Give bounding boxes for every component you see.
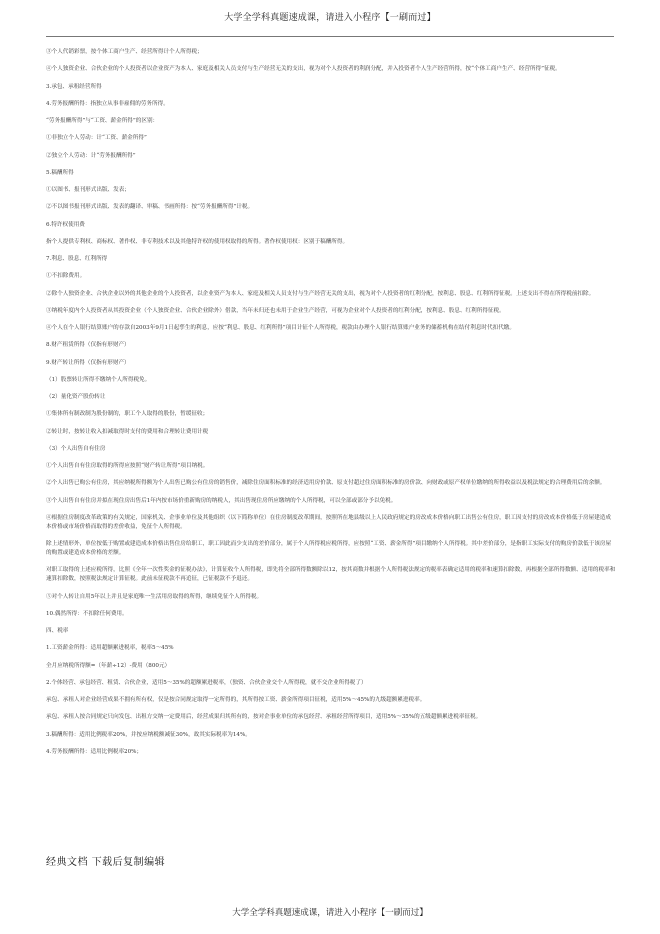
paragraph: ③纳税年度内个人投资者从其投资企业（个人独资企业、合伙企业除外）借款，当年未归还也未用于企业生产经营，可视为企业对个人投资者的红利分配，按利息、股息、红利所得征税。 — [46, 307, 505, 314]
paragraph: 全月应纳税所得额=（年薪÷12）-费用（800元） — [46, 662, 171, 669]
section-heading: 7.利息、股息、红利所得 — [46, 256, 108, 262]
paragraph: ①个人出售自有住房取得的所得应按照“财产转让所得”项目纳税。 — [46, 463, 209, 469]
section-heading: 6.特许权使用费 — [46, 221, 85, 228]
paragraph: ④个人独资企业、合伙企业的个人投资者以企业资产为本人、家庭及相关人员支付与生产经营无关的支出，视为对个人投资者的利润分配，并入投资者个人生产经营所得，按“个体工商户生产、经营所得”征税。 — [46, 66, 561, 73]
paragraph: ①以图书、报刊形式出版、发表； — [46, 187, 130, 193]
paragraph: 10.偶然所得：不扣除任何费用。 — [46, 610, 128, 617]
paragraph: （1）股票转让所得不缴纳个人所得税免。 — [46, 376, 151, 383]
paragraph: ②个人出售已购公有住房，其应纳税所得额为个人出售已购公有住房的销售价，减除住房面积标准的经济适用房价款、原支付超过住房面积标准的房价款、向财政或原产权单位缴纳的所得收益以及税法规定的合理费用后的余额。 — [46, 480, 606, 487]
page-footer-banner: 大学全学科真题速成课，请进入小程序【一刷而过】 — [232, 908, 428, 918]
paragraph: ②不以图书报刊形式出版、发表的翻译、审稿、书画所得：按“劳务报酬所得”计税。 — [46, 204, 254, 211]
paragraph: 2.个体经营、承包经营、租赁、合伙企业，适用5～35%的超额累进税率，（独资、合伙企业交个人所得税，就不交企业所得税了） — [46, 679, 367, 686]
paragraph: ⑤对个人转让自用5年以上并且是家庭唯一生活用房取得的所得，继续免征个人所得税。 — [46, 593, 263, 600]
section-heading: 5.稿酬所得 — [46, 169, 74, 176]
paragraph: ②独立个人劳动：计“劳务报酬所得” — [46, 152, 136, 159]
paragraph: （2）量化资产股份转让 — [46, 394, 106, 400]
section-heading: 9.财产转让所得（仅指有形财产） — [46, 359, 130, 366]
paragraph: “劳务报酬所得”与“工资、薪金所得”的区别： — [46, 118, 159, 124]
paragraph: 承包、承租人按合同规定只向发包、出租方交纳一定费用后，经营成果归其所有的，按对企事业单位的承包经营、承租经营所得项目，适用5%～35%的五级超额累进税率征税。 — [46, 714, 482, 721]
paragraph: ①不扣除费用。 — [46, 273, 86, 280]
paragraph: ②除个人独资企业、合伙企业以外的其他企业的个人投资者，以企业资产为本人、家庭及相关人员支付与生产经营无关的支出，视为对个人投资者的红利分配，按利息、股息、红利所得征税。上述支出不得在所得税前扣除。 — [46, 290, 595, 297]
paragraph: 4.劳务报酬所得：指独立从事非雇佣的劳务所得。 — [46, 100, 169, 107]
paragraph: 3.稿酬所得：适用比例税率20%，并按应纳税额减征30%，故其实际税率为14%。 — [46, 731, 251, 738]
paragraph: ③个人代销彩票，按个体工商户生产、经营所得计个人所得税； — [46, 49, 203, 55]
paragraph: ④个人在个人银行结算账户的存款自2003年9月1日起孳生的利息，应按“利息、股息、红利所得”项目计征个人所得税，税款由办理个人银行结算账户业务的储蓄机构在结付利息时代扣代缴。 — [46, 325, 515, 331]
paragraph: ②转让时，按转让收入扣减取得时支付的费用和合理转让费用计税 — [46, 428, 209, 435]
paragraph: 除上述情形外，单位按低于购置或建造成本价格出售住房给职工，职工因此而少支出的差价部分，属于个人所得税应税所得，应按照“工资、薪金所得”项目缴纳个人所得税。其中差价部分，是指职工实际支付的购房价款低于该房屋的购置或建造成本价格的差额。 — [46, 541, 612, 556]
paragraph: ③个人出售自有住房并拟在现住房出售后1年内按市场价重新购房的纳税人，其出售现住房所应缴纳的个人所得税，可以全部或部分予以免税。 — [46, 497, 397, 504]
paragraph: ④根据住房制度改革政策的有关规定，国家机关、企事业单位及其他组织（以下简称单位）在住房制度改革期间，按照所在地县级以上人民政府规定的房改成本价格向职工出售公有住房，职工因支付的房改成本价格低于房屋建造成本价格或市场价格而取得的差价收益，免征个人所得税。 — [46, 514, 611, 530]
section-heading: 8.财产租赁所得（仅指有形财产） — [46, 342, 130, 349]
paragraph: 承包、承租人对企业经营成果不拥有所有权，仅是按合同规定取得一定所得的，其所得按工资、薪金所得项目征税，适用5%～45%的九级超额累进税率。 — [46, 697, 426, 703]
header-divider — [46, 36, 614, 37]
document-footer-note: 经典文档 下载后复制编辑 — [46, 857, 166, 868]
paragraph: 4.劳务报酬所得：适用比例税率20%； — [46, 748, 143, 755]
page-header-banner: 大学全学科真题速成课，请进入小程序【一刷而过】 — [224, 13, 436, 23]
paragraph: 3.承包、承租经营所得 — [46, 83, 102, 90]
paragraph: ①非独立个人劳动：计“工资、薪金所得” — [46, 135, 147, 142]
section-heading: 四、税率 — [46, 628, 69, 634]
paragraph: 1.工资薪金所得：适用超额累进税率，税率5～45% — [46, 645, 174, 652]
paragraph: 对职工取得的上述应税所得，比照《全年一次性奖金的征税办法》，计算征收个人所得税，即先将全部所得数额除以12，按其商数并根据个人所得税法规定的税率表确定适用的税率和速算扣除数，再根据全部所得数额、适用的税率和速算扣除数，按照税法规定计算征税。此前未征税款不再追征，已征税款不予退还。 — [46, 567, 616, 583]
paragraph: 指个人提供专利权、商标权、著作权、非专利技术以及其他特许权的使用权取得的所得。著作权使用权：区别于稿酬所得。 — [46, 238, 349, 245]
paragraph: ①集体所有制改制为股份制的，职工个人取得的股份，暂缓征收； — [46, 411, 209, 418]
paragraph: （3）个人出售自有住房 — [46, 445, 106, 452]
document-body — [46, 48, 616, 765]
